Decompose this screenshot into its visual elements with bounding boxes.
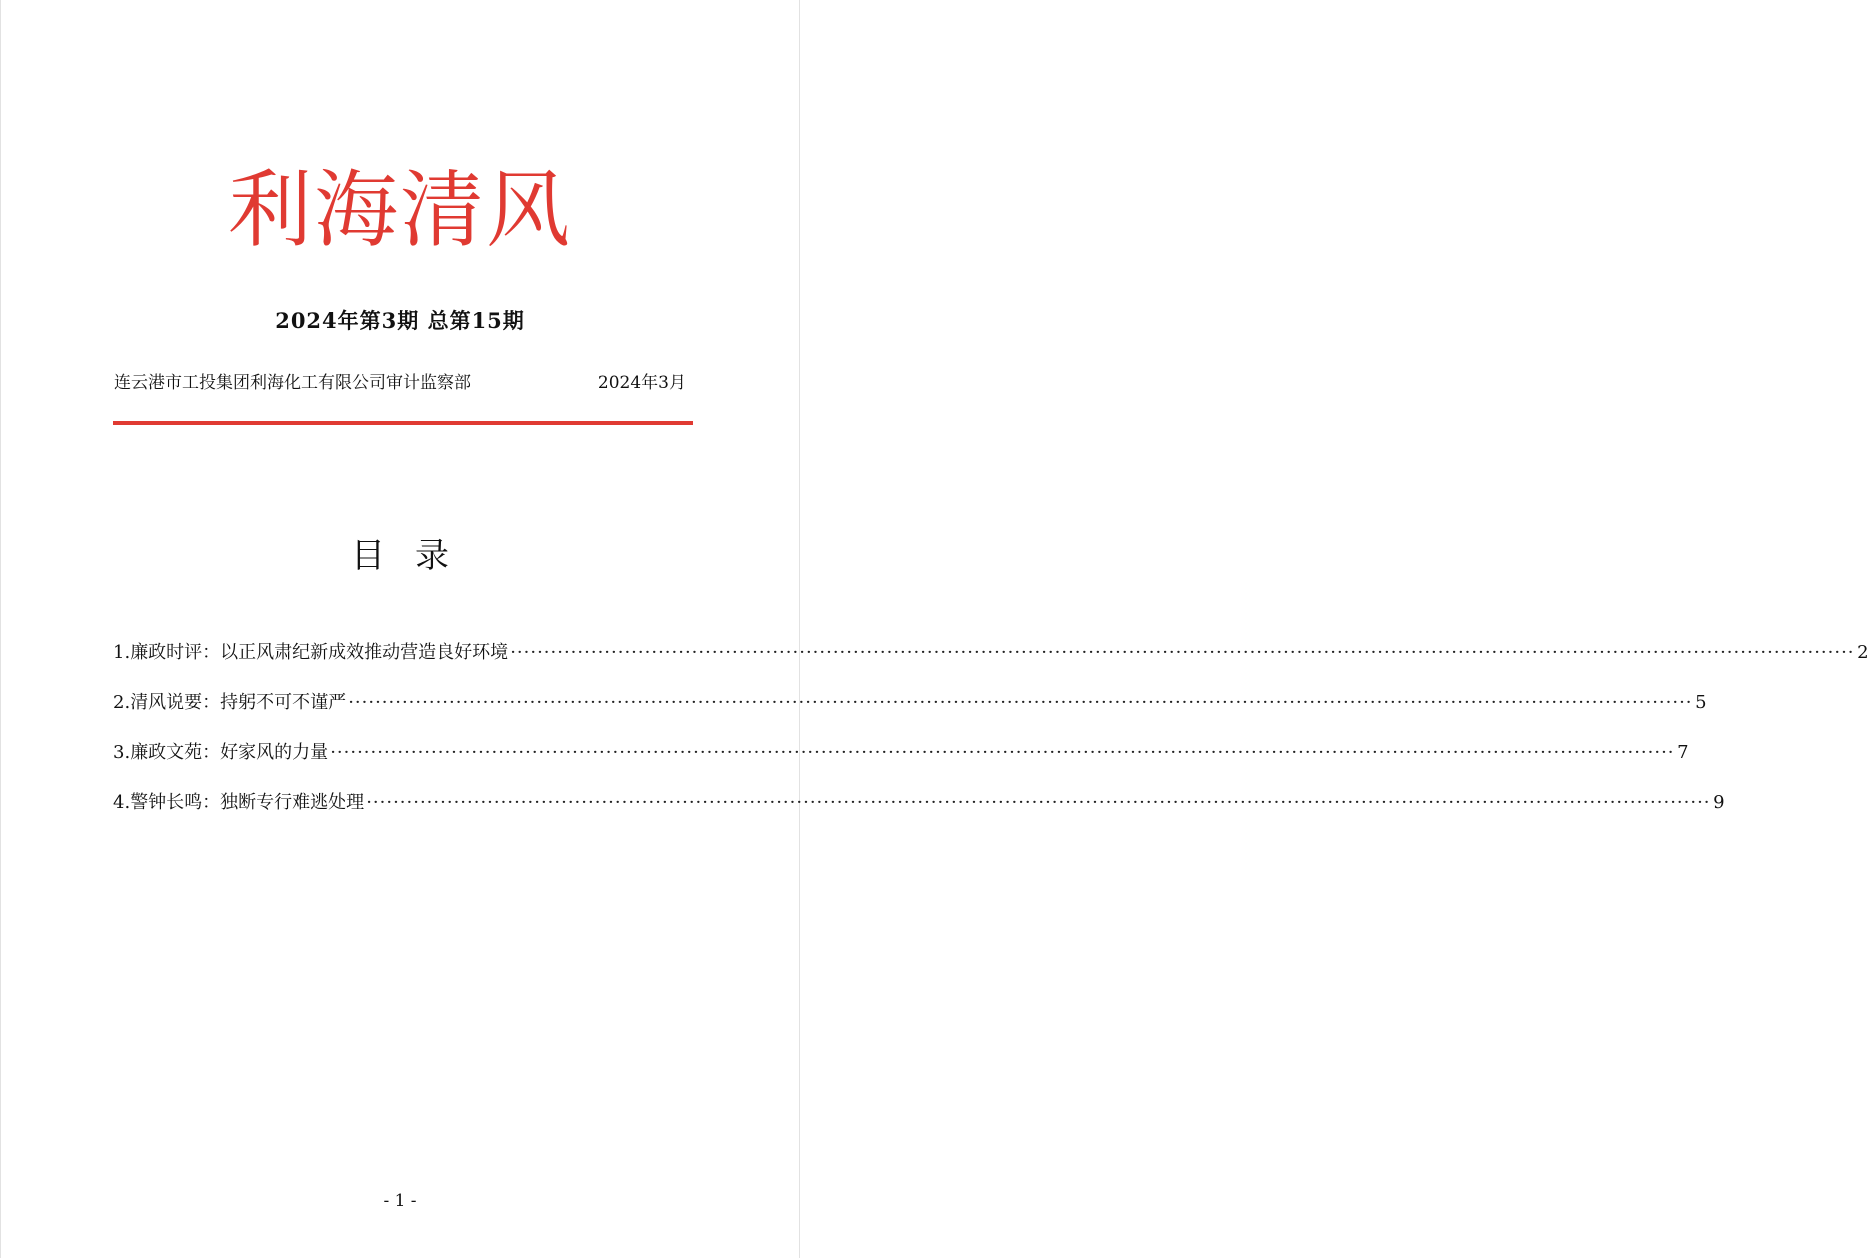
toc-item-page: 7: [1677, 742, 1689, 763]
toc-item-page: 9: [1713, 792, 1725, 813]
toc-leader-dots: ········································································································································································································: [330, 742, 1675, 763]
toc-item[interactable]: [113, 783, 1725, 833]
toc-item-number: 3.: [113, 742, 131, 763]
toc-leader-dots: ········································································································································································································: [348, 692, 1693, 713]
page-number: - 1 -: [383, 1191, 417, 1211]
toc-item[interactable]: [113, 683, 1707, 733]
publisher-name: 连云港市工投集团利海化工有限公司审计监察部: [114, 373, 471, 393]
toc-leader-dots: ········································································································································································································: [366, 792, 1711, 813]
table-of-contents: [113, 633, 1869, 833]
toc-item-title: 廉政文苑：好家风的力量: [130, 742, 329, 763]
toc-item-page: 2: [1857, 642, 1869, 663]
toc-leader-dots: ········································································································································································································: [510, 642, 1855, 663]
header-divider: [113, 421, 693, 425]
toc-item[interactable]: [113, 633, 1869, 683]
issue-number: 2024年第3期 总第15期: [275, 308, 525, 333]
toc-item[interactable]: [113, 733, 1689, 783]
toc-item-number: 2.: [113, 692, 131, 713]
toc-item-page: 5: [1695, 692, 1707, 713]
toc-item-title: 清风说要：持躬不可不谨严: [130, 692, 347, 713]
toc-item-number: 1.: [113, 642, 131, 663]
publish-date: 2024年3月: [597, 373, 686, 393]
masthead-title: 利海清风: [227, 161, 572, 259]
publisher-row: [114, 368, 686, 398]
toc-title: 目录: [351, 536, 479, 576]
toc-item-title: 廉政时评：以正风肃纪新成效推动营造良好环境: [130, 642, 509, 663]
toc-item-title: 警钟长鸣：独断专行难逃处理: [130, 792, 365, 813]
toc-item-number: 4.: [113, 792, 131, 813]
